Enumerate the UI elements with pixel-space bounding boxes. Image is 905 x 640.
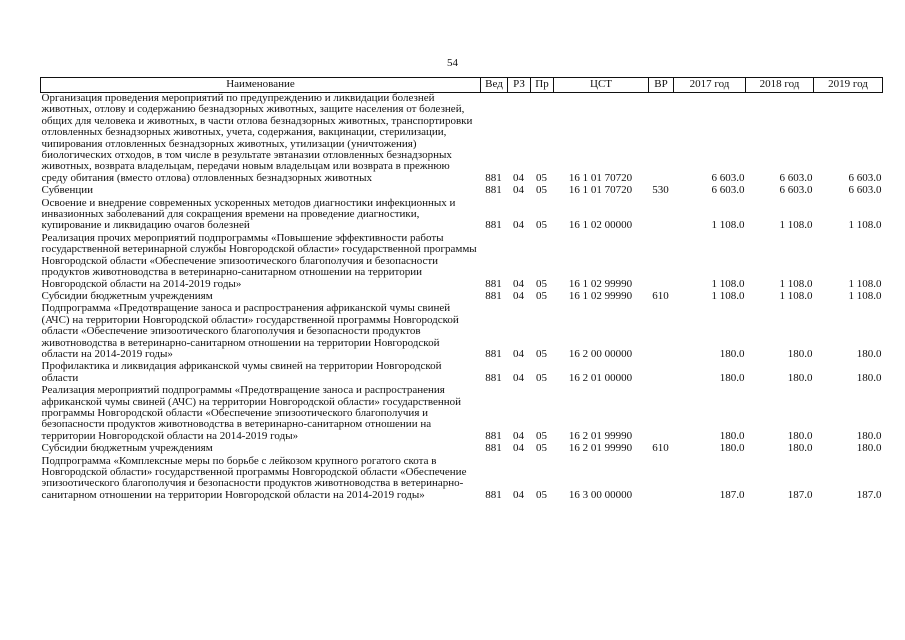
row-2018: 6 603.0 [779, 184, 813, 197]
table-row [41, 361, 883, 385]
row-ved: 881 [485, 289, 502, 302]
table-row [41, 443, 883, 455]
row-pr: 05 [536, 277, 547, 290]
row-pr: 05 [536, 219, 547, 232]
table-row [41, 385, 883, 443]
row-2017: 180.0 [719, 347, 745, 360]
row-vr: 610 [652, 442, 669, 455]
row-2017: 1 108.0 [711, 219, 745, 232]
row-pr: 05 [536, 488, 547, 501]
row-ved: 881 [485, 347, 502, 360]
row-rz: 04 [513, 184, 524, 197]
row-2019: 180.0 [856, 429, 882, 442]
row-2019: 180.0 [856, 442, 882, 455]
row-name: Реализация прочих мероприятий подпрограммы «Повышение эффективности работы государственной ветеринарной службы Новгородской области» государственной программы Новгородской области «Обеспечение эпизоотического благополучия и безопасности продуктов животноводства в ветеринарно-санитарном отношении на территории Новгородской области на 2014-2019 годы» [41, 231, 477, 290]
row-2018: 1 108.0 [779, 219, 813, 232]
row-cst: 16 1 02 99990 [568, 277, 633, 290]
row-rz: 04 [513, 488, 524, 501]
table-row [41, 198, 883, 233]
row-rz: 04 [513, 442, 524, 455]
row-vr: 610 [652, 289, 669, 302]
row-2019: 1 108.0 [848, 219, 882, 232]
header-pr: Пр [531, 78, 554, 93]
row-pr: 05 [536, 171, 547, 184]
row-rz: 04 [513, 289, 524, 302]
row-ved: 881 [485, 371, 502, 384]
row-2017: 6 603.0 [711, 184, 745, 197]
row-2017: 180.0 [719, 371, 745, 384]
row-2018: 180.0 [787, 429, 813, 442]
header-rz: РЗ [508, 78, 531, 93]
row-2018: 180.0 [787, 442, 813, 455]
row-cst: 16 2 00 00000 [568, 347, 633, 360]
row-2019: 180.0 [856, 371, 882, 384]
header-ved: Вед [481, 78, 508, 93]
row-2019: 187.0 [856, 488, 882, 501]
row-cst: 16 2 01 00000 [568, 371, 633, 384]
row-vr [649, 361, 674, 385]
row-vr: 530 [652, 184, 669, 197]
row-cst: 16 1 02 99990 [568, 289, 633, 302]
row-name: Организация проведения мероприятий по предупреждению и ликвидации болезней животных, отлову и содержанию безнадзорных животных, защите населения от болезней, общих для человека и животных, в части отлова безнадзорных животных, транспортировки отловленных безнадзорных животных, учета, содержания, вакцинации, стерилизации, чипирования отловленных безнадзорных животных, утилизации (уничтожения) биологических отходов, в том числе в результате эвтаназии отловленных безнадзорных животных, возврата владельцам, передачи новым владельцам или возврата в прежнюю среду обитания (вместо отлова) отловленных безнадзорных животных [41, 92, 473, 184]
row-ved: 881 [485, 184, 502, 197]
table-row [41, 233, 883, 291]
header-2017: 2017 год [674, 78, 746, 93]
row-vr [649, 303, 674, 361]
row-2017: 180.0 [719, 429, 745, 442]
row-2018: 180.0 [787, 347, 813, 360]
row-ved: 881 [485, 219, 502, 232]
row-ved: 881 [485, 277, 502, 290]
row-pr: 05 [536, 442, 547, 455]
row-cst: 16 1 01 70720 [568, 184, 633, 197]
row-2018: 6 603.0 [779, 171, 813, 184]
table-row [41, 456, 883, 503]
row-ved: 881 [485, 171, 502, 184]
row-cst: 16 1 02 00000 [568, 219, 633, 232]
row-2019: 1 108.0 [848, 277, 882, 290]
header-cst: ЦСТ [554, 78, 649, 93]
row-cst: 16 1 01 70720 [568, 171, 633, 184]
row-pr: 05 [536, 184, 547, 197]
row-rz: 04 [513, 347, 524, 360]
row-name: Субвенции [41, 184, 94, 197]
row-cst: 16 2 01 99990 [568, 429, 633, 442]
row-rz: 04 [513, 171, 524, 184]
table-row [41, 303, 883, 361]
row-2019: 180.0 [856, 347, 882, 360]
row-pr: 05 [536, 347, 547, 360]
table-body [41, 93, 883, 503]
row-vr [649, 385, 674, 443]
row-name: Освоение и внедрение современных ускоренных методов диагностики инфекционных и инвазионных заболеваний для сокращения времени на проведение диагностики, купирование и ликвидацию очагов болезней [41, 196, 456, 232]
row-cst: 16 3 00 00000 [568, 488, 633, 501]
row-cst: 16 2 01 99990 [568, 442, 633, 455]
row-2019: 6 603.0 [848, 184, 882, 197]
header-2019: 2019 год [814, 78, 883, 93]
row-pr: 05 [536, 289, 547, 302]
page-number: 54 [447, 57, 458, 69]
row-2017: 187.0 [719, 488, 745, 501]
row-vr [649, 456, 674, 503]
row-2017: 1 108.0 [711, 277, 745, 290]
row-pr: 05 [536, 429, 547, 442]
row-rz: 04 [513, 219, 524, 232]
row-pr: 05 [536, 371, 547, 384]
row-name: Подпрограмма «Комплексные меры по борьбе с лейкозом крупного рогатого скота в Новгородской области» государственной программы Новгородской области «Обеспечение эпизоотического благополучия и безопасности продуктов животноводства в ветеринарно-санитарном отношении на территории Новгородской области на 2014-2019 годы» [41, 454, 467, 501]
row-vr [649, 233, 674, 291]
header-name: Наименование [41, 78, 481, 93]
row-2017: 6 603.0 [711, 171, 745, 184]
row-2019: 1 108.0 [848, 289, 882, 302]
row-2018: 187.0 [787, 488, 813, 501]
header-2018: 2018 год [746, 78, 814, 93]
row-vr [649, 93, 674, 186]
row-name: Подпрограмма «Предотвращение заноса и распространения африканской чумы свиней (АЧС) на территории Новгородской области» государственной программы Новгородской области «Обеспечение эпизоотического благополучия и безопасности продуктов животноводства в ветеринарно-санитарном отношении на территории Новгородской области на 2014-2019 годы» [41, 302, 459, 360]
row-2017: 1 108.0 [711, 289, 745, 302]
row-name: Реализация мероприятий подпрограммы «Предотвращение заноса и распространения африканской чумы свиней (АЧС) на территории Новгородской области» государственной программы Новгородской области «Обеспечение эпизоотического благополучия и безопасности продуктов животноводства в ветеринарно-санитарном отношении на территории Новгородской области на 2014-2019 годы» [41, 384, 461, 442]
row-vr [649, 198, 674, 233]
row-rz: 04 [513, 277, 524, 290]
row-2017: 180.0 [719, 442, 745, 455]
row-ved: 881 [485, 488, 502, 501]
row-ved: 881 [485, 442, 502, 455]
row-2018: 1 108.0 [779, 277, 813, 290]
row-2018: 180.0 [787, 371, 813, 384]
table-header [41, 78, 883, 93]
budget-table [40, 77, 883, 502]
table-row [41, 93, 883, 186]
row-name: Субсидии бюджетным учреждениям [41, 289, 213, 302]
row-ved: 881 [485, 429, 502, 442]
table-row [41, 185, 883, 197]
row-rz: 04 [513, 429, 524, 442]
row-rz: 04 [513, 371, 524, 384]
header-vr: ВР [649, 78, 674, 93]
row-name: Субсидии бюджетным учреждениям [41, 442, 213, 455]
row-2018: 1 108.0 [779, 289, 813, 302]
row-2019: 6 603.0 [848, 171, 882, 184]
row-name: Профилактика и ликвидация африканской чумы свиней на территории Новгородской области [41, 360, 442, 384]
